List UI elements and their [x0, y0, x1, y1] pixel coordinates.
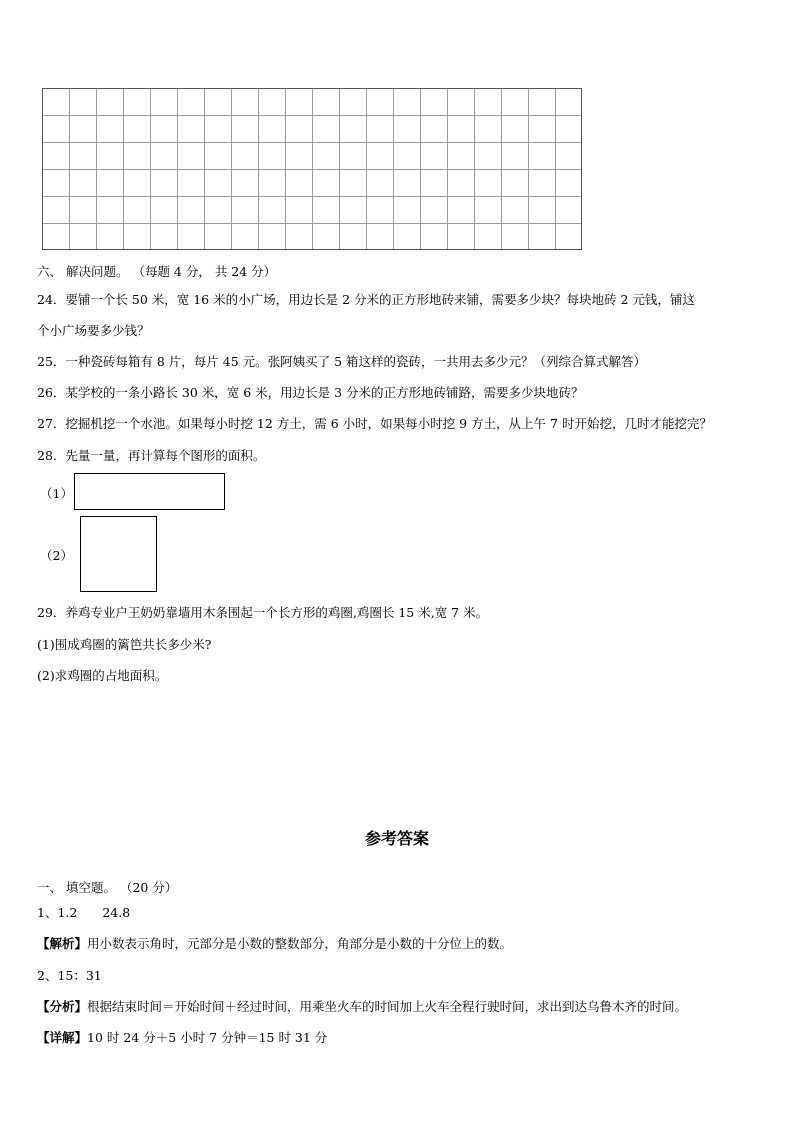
analysis-tag: 【解析】	[37, 936, 88, 951]
answer-2: 2、15：31	[37, 968, 102, 983]
figure-1-label: （1）	[40, 486, 73, 501]
answers-title: 参考答案	[364, 829, 429, 848]
question-29-sub-1: (1)围成鸡圈的篱笆共长多少米?	[37, 637, 212, 652]
question-26: 26．某学校的一条小路长 30 米，宽 6 米，用边长是 3 分米的正方形地砖铺路，需要多少块地砖？	[37, 385, 584, 400]
question-24-line-1: 24．要铺一个长 50 米，宽 16 米的小广场，用边长是 2 分米的正方形地砖来铺，需要多少块？每块地砖 2 元钱，铺这	[37, 292, 695, 307]
analysis-tag: 【分析】	[37, 999, 88, 1014]
answer-1-explanation	[37, 936, 512, 952]
answer-1: 1、1.2 24.8	[37, 905, 131, 920]
figure-2-label: （2）	[40, 548, 73, 563]
writing-grid	[42, 88, 582, 250]
analysis-text: 用小数表示角时，元部分是小数的整数部分，角部分是小数的十分位上的数。	[87, 936, 513, 951]
question-27: 27．挖掘机挖一个水池。如果每小时挖 12 方土，需 6 小时，如果每小时挖 9 方土，从上午 7 时开始挖，几时才能挖完？	[37, 416, 712, 431]
answer-2-analysis	[37, 999, 687, 1015]
question-29-sub-2: (2)求鸡圈的占地面积。	[37, 668, 168, 683]
detail-tag: 【详解】	[37, 1030, 88, 1045]
analysis-text: 根据结束时间＝开始时间＋经过时间，用乘坐火车的时间加上火车全程行驶时间，求出到达乌鲁木齐的时间。	[87, 999, 688, 1014]
question-24-line-2: 个小广场要多少钱？	[37, 323, 150, 338]
question-25: 25．一种瓷砖每箱有 8 片，每片 45 元。张阿姨买了 5 箱这样的瓷砖，一共用去多少元？（列综合算式解答）	[37, 354, 647, 369]
figure-1-rectangle	[74, 473, 225, 510]
detail-text: 10 时 24 分＋5 小时 7 分钟＝15 时 31 分	[87, 1030, 328, 1045]
answer-2-detail	[37, 1030, 327, 1046]
section-6-heading: 六、 解决问题。 （每题 4 分， 共 24 分）	[37, 264, 277, 279]
question-29: 29．养鸡专业户王奶奶靠墙用木条围起一个长方形的鸡圈,鸡圈长 15 米,宽 7 米。	[37, 605, 489, 620]
question-28: 28．先量一量，再计算每个图形的面积。	[37, 448, 266, 463]
answers-section-1-heading: 一、 填空题。 （20 分）	[37, 880, 178, 895]
figure-2-square	[80, 516, 157, 592]
